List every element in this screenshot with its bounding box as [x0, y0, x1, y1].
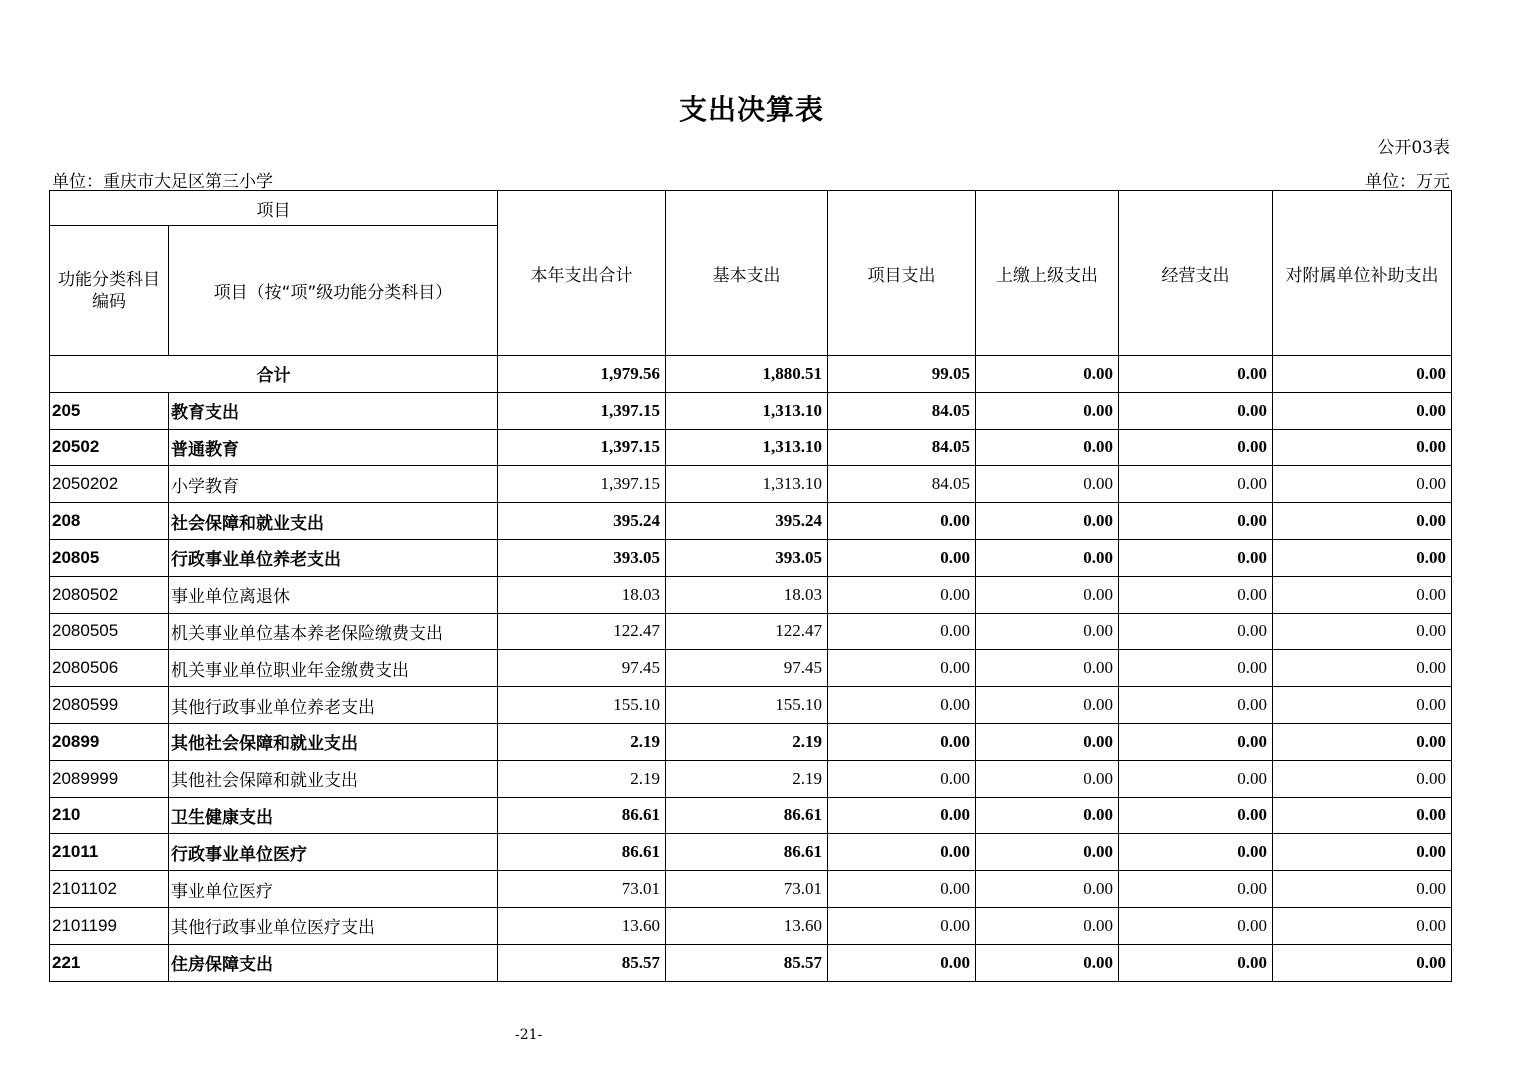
row-code: 2080502 — [50, 576, 169, 613]
row-name: 社会保障和就业支出 — [169, 503, 498, 540]
row-value: 86.61 — [666, 834, 828, 871]
row-code: 2080599 — [50, 687, 169, 724]
header-upper: 上缴上级支出 — [976, 191, 1119, 356]
table-row — [50, 944, 1452, 981]
row-value: 86.61 — [498, 797, 666, 834]
row-value: 122.47 — [498, 613, 666, 650]
row-value: 0.00 — [1119, 834, 1273, 871]
row-value: 84.05 — [828, 392, 976, 429]
row-value: 0.00 — [828, 797, 976, 834]
header-project: 项目 — [50, 191, 498, 226]
currency-unit: 单位：万元 — [1365, 172, 1450, 192]
row-value: 0.00 — [1119, 539, 1273, 576]
row-code: 21011 — [50, 834, 169, 871]
row-name: 教育支出 — [169, 392, 498, 429]
row-value: 97.45 — [498, 650, 666, 687]
row-value: 0.00 — [976, 834, 1119, 871]
row-code: 208 — [50, 503, 169, 540]
row-name: 其他社会保障和就业支出 — [169, 760, 498, 797]
row-value: 0.00 — [1119, 723, 1273, 760]
table-row — [50, 650, 1452, 687]
row-value: 0.00 — [1273, 576, 1452, 613]
row-value: 2.19 — [666, 760, 828, 797]
row-value: 0.00 — [828, 539, 976, 576]
row-value: 395.24 — [498, 503, 666, 540]
expenditure-table — [49, 190, 1452, 982]
organization-unit: 单位：重庆市大足区第三小学 — [52, 172, 273, 192]
row-value: 0.00 — [976, 797, 1119, 834]
row-value: 1,313.10 — [666, 392, 828, 429]
total-cell: 1,979.56 — [498, 356, 666, 393]
row-value: 0.00 — [1119, 503, 1273, 540]
row-value: 84.05 — [828, 429, 976, 466]
row-value: 0.00 — [1273, 392, 1452, 429]
table-row — [50, 613, 1452, 650]
row-value: 0.00 — [976, 613, 1119, 650]
row-value: 18.03 — [666, 576, 828, 613]
row-value: 0.00 — [1273, 539, 1452, 576]
row-value: 13.60 — [666, 907, 828, 944]
row-value: 0.00 — [976, 871, 1119, 908]
row-value: 18.03 — [498, 576, 666, 613]
form-number: 公开03表 — [1377, 138, 1450, 158]
row-value: 2.19 — [666, 723, 828, 760]
row-value: 0.00 — [828, 834, 976, 871]
row-value: 0.00 — [1119, 613, 1273, 650]
row-value: 0.00 — [976, 429, 1119, 466]
row-name: 行政事业单位养老支出 — [169, 539, 498, 576]
row-value: 2.19 — [498, 760, 666, 797]
table-row — [50, 834, 1452, 871]
row-value: 0.00 — [1119, 944, 1273, 981]
row-value: 0.00 — [1119, 429, 1273, 466]
row-value: 1,397.15 — [498, 392, 666, 429]
header-basic: 基本支出 — [666, 191, 828, 356]
total-cell: 0.00 — [1119, 356, 1273, 393]
row-value: 0.00 — [1119, 576, 1273, 613]
row-name: 行政事业单位医疗 — [169, 834, 498, 871]
table-row — [50, 576, 1452, 613]
header-operating: 经营支出 — [1119, 191, 1273, 356]
table-row — [50, 907, 1452, 944]
row-value: 0.00 — [828, 871, 976, 908]
row-value: 13.60 — [498, 907, 666, 944]
row-value: 0.00 — [1119, 392, 1273, 429]
row-value: 0.00 — [976, 650, 1119, 687]
table-row — [50, 539, 1452, 576]
row-value: 0.00 — [1273, 429, 1452, 466]
row-value: 0.00 — [1119, 760, 1273, 797]
row-value: 0.00 — [1273, 613, 1452, 650]
row-value: 0.00 — [1273, 907, 1452, 944]
row-code: 2101199 — [50, 907, 169, 944]
header-project-expense: 项目支出 — [828, 191, 976, 356]
row-value: 86.61 — [666, 797, 828, 834]
row-value: 0.00 — [1273, 503, 1452, 540]
row-value: 84.05 — [828, 466, 976, 503]
total-cell: 0.00 — [1273, 356, 1452, 393]
row-value: 0.00 — [828, 687, 976, 724]
row-value: 0.00 — [976, 760, 1119, 797]
row-code: 2080505 — [50, 613, 169, 650]
row-name: 其他社会保障和就业支出 — [169, 723, 498, 760]
row-code: 2050202 — [50, 466, 169, 503]
row-value: 0.00 — [828, 760, 976, 797]
total-cell: 99.05 — [828, 356, 976, 393]
table-row — [50, 466, 1452, 503]
row-value: 1,397.15 — [498, 466, 666, 503]
row-code: 210 — [50, 797, 169, 834]
table-row — [50, 392, 1452, 429]
row-code: 2101102 — [50, 871, 169, 908]
total-cell: 1,880.51 — [666, 356, 828, 393]
row-value: 393.05 — [666, 539, 828, 576]
row-name: 事业单位离退休 — [169, 576, 498, 613]
page-number: -21- — [515, 1027, 543, 1043]
table-row — [50, 723, 1452, 760]
row-value: 1,397.15 — [498, 429, 666, 466]
row-value: 0.00 — [828, 907, 976, 944]
row-value: 0.00 — [828, 576, 976, 613]
row-value: 0.00 — [1273, 723, 1452, 760]
row-value: 0.00 — [1273, 466, 1452, 503]
row-value: 0.00 — [1273, 944, 1452, 981]
page-title: 支出决算表 — [678, 93, 824, 126]
row-value: 1,313.10 — [666, 429, 828, 466]
row-code: 205 — [50, 392, 169, 429]
row-value: 86.61 — [498, 834, 666, 871]
row-value: 0.00 — [1273, 650, 1452, 687]
row-value: 0.00 — [1119, 871, 1273, 908]
row-code: 2080506 — [50, 650, 169, 687]
row-name: 卫生健康支出 — [169, 797, 498, 834]
row-value: 0.00 — [828, 944, 976, 981]
row-name: 普通教育 — [169, 429, 498, 466]
row-value: 0.00 — [828, 723, 976, 760]
row-value: 0.00 — [1273, 760, 1452, 797]
row-name: 机关事业单位基本养老保险缴费支出 — [169, 613, 498, 650]
row-code: 221 — [50, 944, 169, 981]
row-value: 0.00 — [976, 723, 1119, 760]
header-name: 项目（按“项”级功能分类科目） — [169, 226, 498, 356]
row-value: 85.57 — [498, 944, 666, 981]
row-code: 20502 — [50, 429, 169, 466]
row-value: 0.00 — [1119, 650, 1273, 687]
row-code: 2089999 — [50, 760, 169, 797]
total-cell: 0.00 — [976, 356, 1119, 393]
row-value: 0.00 — [828, 503, 976, 540]
row-value: 155.10 — [498, 687, 666, 724]
row-value: 0.00 — [1119, 907, 1273, 944]
table-row — [50, 503, 1452, 540]
row-value: 393.05 — [498, 539, 666, 576]
row-value: 0.00 — [976, 503, 1119, 540]
row-value: 0.00 — [828, 650, 976, 687]
header-code: 功能分类科目编码 — [50, 226, 169, 356]
row-name: 小学教育 — [169, 466, 498, 503]
row-value: 0.00 — [976, 944, 1119, 981]
row-value: 395.24 — [666, 503, 828, 540]
table-row — [50, 871, 1452, 908]
total-label: 合计 — [50, 356, 498, 393]
row-name: 其他行政事业单位养老支出 — [169, 687, 498, 724]
table-row — [50, 797, 1452, 834]
header-total: 本年支出合计 — [498, 191, 666, 356]
row-name: 其他行政事业单位医疗支出 — [169, 907, 498, 944]
row-name: 住房保障支出 — [169, 944, 498, 981]
row-value: 97.45 — [666, 650, 828, 687]
row-value: 0.00 — [976, 687, 1119, 724]
row-value: 0.00 — [976, 907, 1119, 944]
row-value: 0.00 — [1273, 871, 1452, 908]
row-value: 0.00 — [976, 466, 1119, 503]
row-value: 0.00 — [1273, 687, 1452, 724]
table-row — [50, 687, 1452, 724]
row-value: 0.00 — [976, 392, 1119, 429]
row-name: 事业单位医疗 — [169, 871, 498, 908]
row-value: 73.01 — [666, 871, 828, 908]
row-value: 0.00 — [828, 613, 976, 650]
row-value: 0.00 — [1273, 797, 1452, 834]
row-name: 机关事业单位职业年金缴费支出 — [169, 650, 498, 687]
table-row — [50, 429, 1452, 466]
header-subsidy: 对附属单位补助支出 — [1273, 191, 1452, 356]
total-row — [50, 356, 1452, 393]
row-value: 0.00 — [1119, 687, 1273, 724]
table-row — [50, 760, 1452, 797]
row-value: 2.19 — [498, 723, 666, 760]
row-value: 155.10 — [666, 687, 828, 724]
row-value: 0.00 — [1273, 834, 1452, 871]
row-code: 20805 — [50, 539, 169, 576]
row-value: 0.00 — [1119, 797, 1273, 834]
row-value: 0.00 — [976, 576, 1119, 613]
row-value: 1,313.10 — [666, 466, 828, 503]
row-value: 122.47 — [666, 613, 828, 650]
row-value: 0.00 — [976, 539, 1119, 576]
row-value: 85.57 — [666, 944, 828, 981]
row-value: 0.00 — [1119, 466, 1273, 503]
row-value: 73.01 — [498, 871, 666, 908]
row-code: 20899 — [50, 723, 169, 760]
